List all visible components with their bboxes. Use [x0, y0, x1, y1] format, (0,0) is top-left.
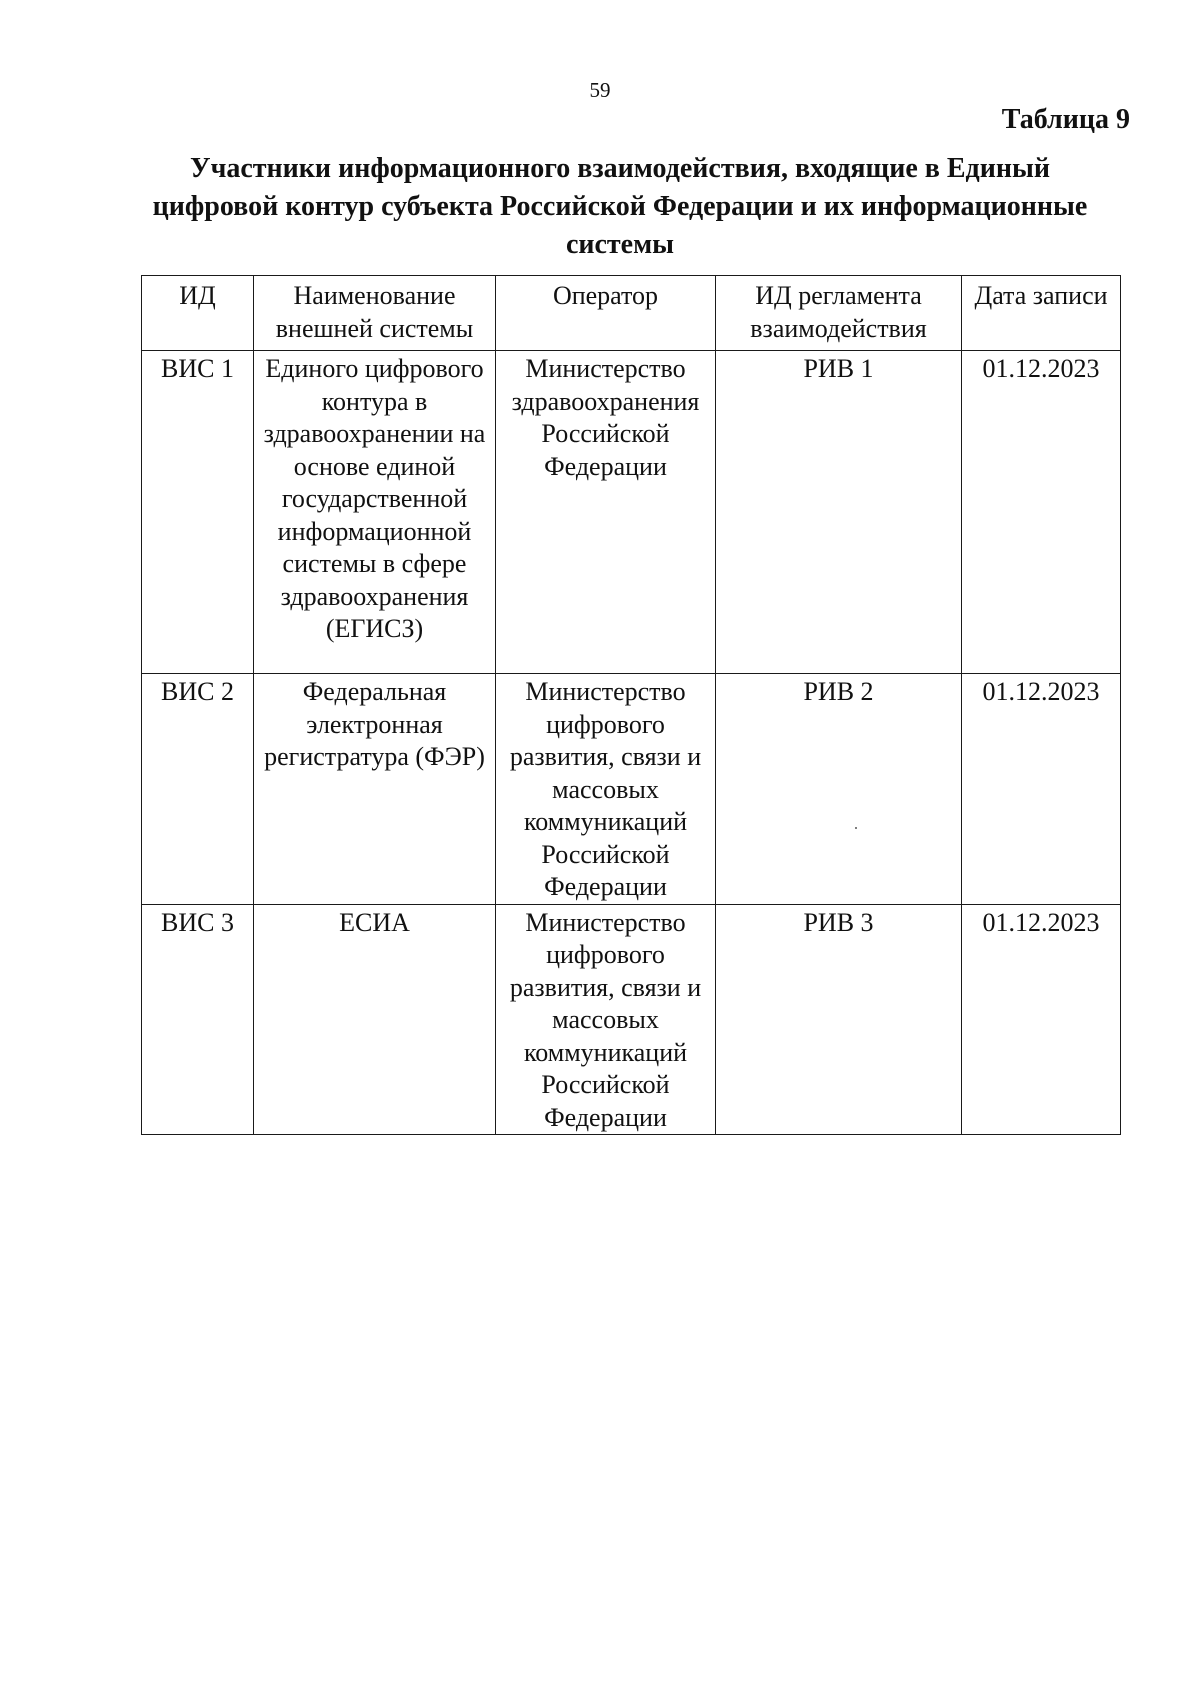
- cell-record-date: 01.12.2023: [962, 904, 1121, 1135]
- cell-operator: Министерство цифрового развития, связи и массовых коммуникаций Российской Федерации: [496, 904, 716, 1135]
- header-record-date: Дата записи: [962, 276, 1121, 351]
- cell-regulation-id: РИВ 3: [716, 904, 962, 1135]
- cell-id: ВИС 1: [142, 351, 254, 674]
- table-row: [142, 674, 1121, 905]
- cell-id: ВИС 2: [142, 674, 254, 905]
- header-operator: Оператор: [496, 276, 716, 351]
- cell-system-name: ЕСИА: [254, 904, 496, 1135]
- table-row: [142, 904, 1121, 1135]
- cell-record-date: 01.12.2023: [962, 674, 1121, 905]
- cell-regulation-id: РИВ 2: [716, 674, 962, 905]
- page-number: 59: [589, 78, 611, 102]
- document-title: Участники информационного взаимодействия, входящие в Единый цифровой контур субъекта Российской Федерации и их информационные системы: [152, 153, 1088, 260]
- cell-regulation-id: РИВ 1: [716, 351, 962, 674]
- table-header-row: [142, 276, 1121, 351]
- cell-system-name: Федеральная электронная регистратура (ФЭР): [254, 674, 496, 905]
- header-id: ИД: [142, 276, 254, 351]
- cell-system-name: Единого цифрового контура в здравоохранении на основе единой государственной информационной системы в сфере здравоохранения (ЕГИСЗ): [254, 351, 496, 674]
- cell-operator: Министерство здравоохранения Российской Федерации: [496, 351, 716, 674]
- participants-table: [141, 275, 1121, 1135]
- table-caption: Таблица 9: [1001, 104, 1130, 135]
- table-row: [142, 351, 1121, 674]
- header-regulation-id: ИД регламента взаимодействия: [716, 276, 962, 351]
- cell-id: ВИС 3: [142, 904, 254, 1135]
- cell-operator: Министерство цифрового развития, связи и массовых коммуникаций Российской Федерации: [496, 674, 716, 905]
- scan-speck: [855, 827, 857, 829]
- cell-record-date: 01.12.2023: [962, 351, 1121, 674]
- header-system-name: Наименование внешней системы: [254, 276, 496, 351]
